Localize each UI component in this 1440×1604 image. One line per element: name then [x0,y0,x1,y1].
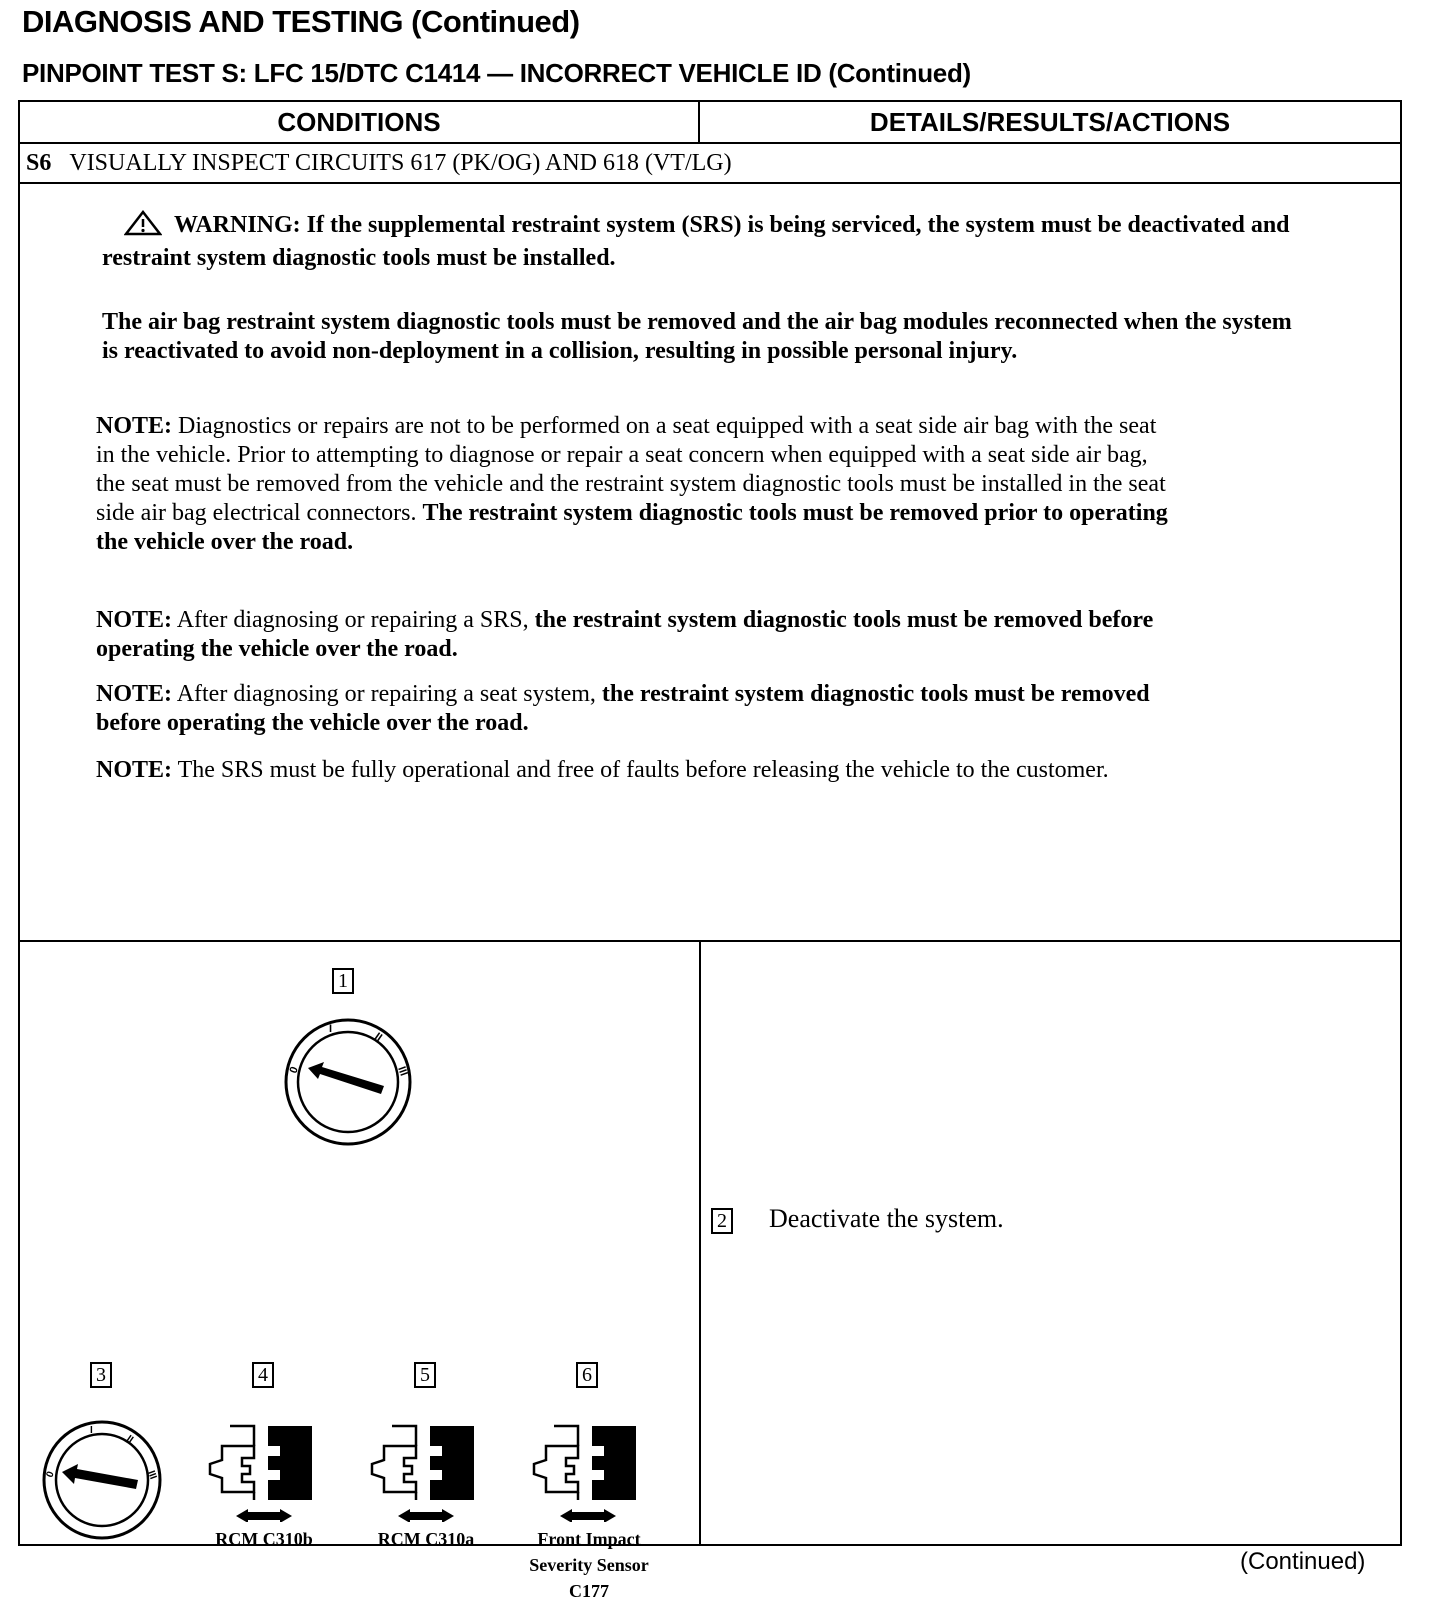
svg-text:II: II [372,1030,385,1044]
svg-text:0: 0 [44,1470,57,1480]
callout-6: 6 [576,1362,598,1388]
svg-text:I: I [90,1425,93,1436]
action-deactivate-system: Deactivate the system. [769,1204,1004,1233]
illustration-panel [20,942,701,1601]
note-paragraph-1: NOTE: Diagnostics or repairs are not to be performed on a seat equipped with a seat side air bag with the seat in the vehicle. Prior to attempting to diagnose or repair a seat concern when equipped with a seat side air bag, the seat must be removed from the vehicle and the restraint system diagnostic tools must be installed in the seat side air bag electrical connectors. The restraint system diagnostic tools must be removed prior to operating the vehicle over the road. [96,413,1168,555]
connector-rcm-c310a-icon [362,1416,492,1522]
warning-triangle-icon [124,210,162,244]
svg-text:II: II [124,1433,136,1446]
note-paragraph-3: NOTE: After diagnosing or repairing a seat system, the restraint system diagnostic tools must be removed before operating the vehicle over the road. [96,681,1150,736]
ignition-switch-off-icon [282,1016,414,1148]
callout-2: 2 [711,1208,733,1234]
actions-panel [701,942,1400,1544]
note-paragraph-2: NOTE: After diagnosing or repairing a SRS, the restraint system diagnostic tools must be removed before operating the vehicle over the road. [96,607,1154,662]
caption-rcm-c310a: RCM C310a [377,1529,475,1549]
details-column-header: DETAILS/RESULTS/ACTIONS [869,107,1231,137]
caption-rcm-c310b: RCM C310b [215,1529,313,1549]
continued-footer: (Continued) [1240,1548,1366,1575]
ignition-switch-small-icon [40,1418,164,1542]
svg-text:III: III [395,1064,410,1078]
step-s6-row [20,144,1400,184]
svg-text:I: I [329,1023,333,1035]
pinpoint-test-title: PINPOINT TEST S: LFC 15/DTC C1414 — INCORRECT VEHICLE ID (Continued) [22,58,971,88]
connector-front-impact-sensor-icon [524,1416,654,1522]
airbag-warning-paragraph: The air bag restraint system diagnostic tools must be removed and the air bag modules reconnected when the system is reactivated to avoid non-deployment in a collision, resulting in possible personal injury. [102,309,1292,364]
caption-front-impact-sensor: Front Impact Severity Sensor C177 [529,1529,649,1601]
callout-5: 5 [414,1362,436,1388]
note-paragraph-4: NOTE: The SRS must be fully operational and free of faults before releasing the vehicle to the customer. [96,757,1109,783]
table-header-row [20,102,1400,144]
callout-3: 3 [90,1362,112,1388]
callout-4: 4 [252,1362,274,1388]
warning-paragraph: WARNING: If the supplemental restraint system (SRS) is being serviced, the system must be deactivated and restraint system diagnostic tools must be installed. [102,212,1290,271]
svg-text:0: 0 [287,1065,301,1076]
conditions-column-header: CONDITIONS [20,102,700,142]
callout-1: 1 [332,968,354,994]
step-id: S6 [26,150,52,176]
connector-rcm-c310b-icon [200,1416,330,1522]
step-title: VISUALLY INSPECT CIRCUITS 617 (PK/OG) AND 618 (VT/LG) [69,150,732,176]
page-heading: DIAGNOSIS AND TESTING (Continued) [22,4,580,39]
svg-text:III: III [145,1469,159,1481]
warning-notes-box [20,184,1400,942]
